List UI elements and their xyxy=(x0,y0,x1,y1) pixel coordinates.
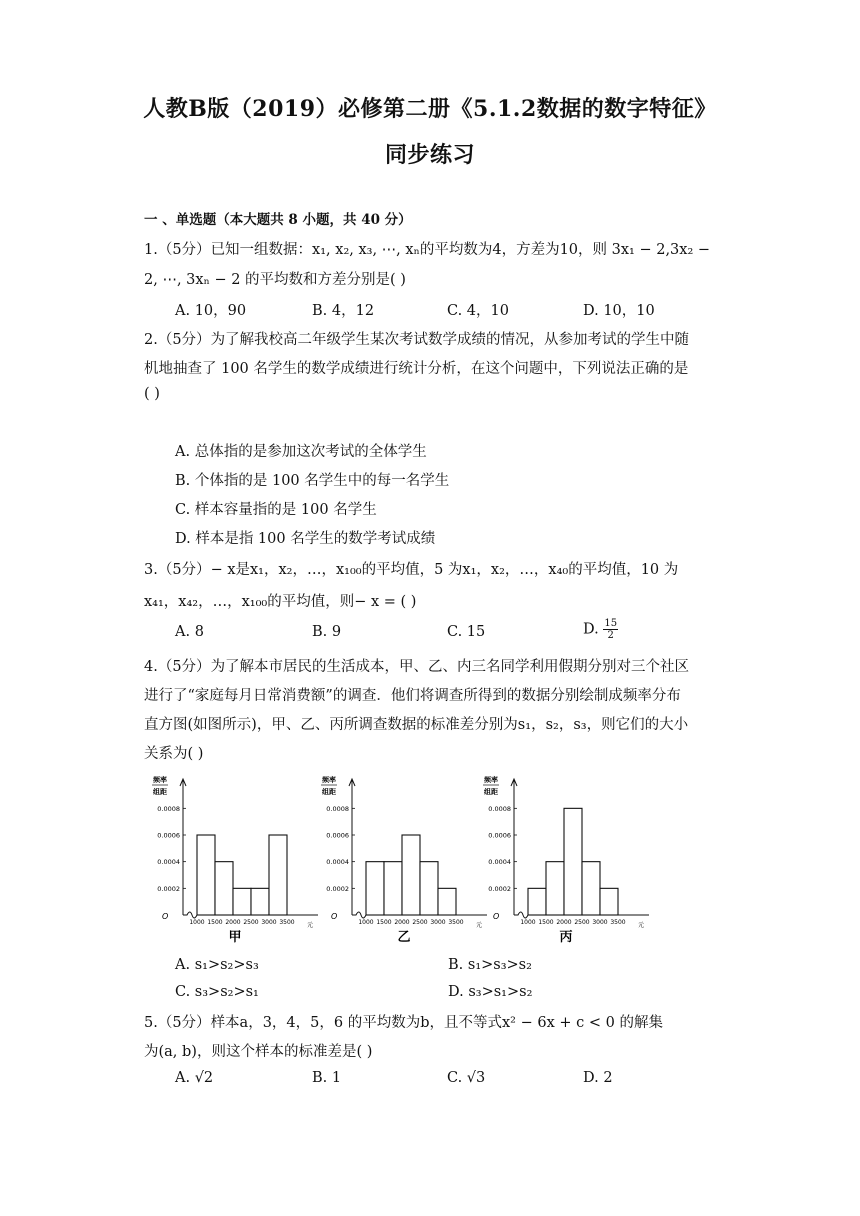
x-tick-label: 3000 xyxy=(430,919,446,926)
section-title: 一 、单选题（本大题共 8 小题，共 40 分） xyxy=(144,212,412,228)
q5-option-c[interactable]: C. √3 xyxy=(447,1070,486,1086)
q2-option-c[interactable]: C. 样本容量指的是 100 名学生 xyxy=(175,502,377,518)
x-tick-label: 1500 xyxy=(207,919,223,926)
x-tick-label: 1500 xyxy=(538,919,554,926)
question-3-line-1 xyxy=(144,558,678,579)
y-tick-label: 0.0008 xyxy=(157,804,180,813)
histogram-bar xyxy=(233,888,251,915)
question-4-text-1: 为了解本市居民的生活成本，甲、乙、内三名同学利用假期分别对三个社区 xyxy=(210,659,690,675)
question-4-line-2: 进行了“家庭每月日常消费额”的调查．他们将调查所得到的数据分别绘制成频率分布 xyxy=(144,688,681,704)
x-tick-label: 2500 xyxy=(574,919,590,926)
fraction xyxy=(603,618,618,641)
x-tick-label: 1000 xyxy=(189,919,205,926)
q2-option-d[interactable]: D. 样本是指 100 名学生的数学考试成绩 xyxy=(175,531,436,547)
question-4-line-1 xyxy=(144,655,689,676)
histogram-bar xyxy=(600,888,618,915)
q5-option-d[interactable]: D. 2 xyxy=(583,1070,613,1086)
question-5-line-2: 为(a, b)，则这个样本的标准差是( ) xyxy=(144,1044,373,1060)
x-tick-label: 3500 xyxy=(448,919,464,926)
y-tick-label: 0.0002 xyxy=(326,884,349,893)
question-4-number: 4.（5分） xyxy=(144,659,211,675)
q1-option-c[interactable]: C. 4，10 xyxy=(447,303,509,319)
q4-option-a[interactable]: A. s₁>s₂>s₃ xyxy=(175,957,259,973)
histogram-bar xyxy=(366,862,384,915)
y-tick-label: 0.0008 xyxy=(326,804,349,813)
q3-option-a[interactable]: A. 8 xyxy=(175,624,204,640)
q1-option-a[interactable]: A. 10，90 xyxy=(175,303,247,319)
q3-option-d[interactable] xyxy=(583,618,618,641)
x-axis-unit: 元 xyxy=(476,922,483,929)
x-tick-label: 2000 xyxy=(556,919,572,926)
question-5-text-1: 样本a，3，4，5，6 的平均数为b，且不等式x² − 6x + c < 0 的解集 xyxy=(210,1015,663,1031)
q5-option-b[interactable]: B. 1 xyxy=(312,1070,342,1086)
y-tick-label: 0.0004 xyxy=(488,858,511,867)
histogram-bar xyxy=(197,835,215,915)
histogram-bar xyxy=(269,835,287,915)
question-2-text-1: 为了解我校高二年级学生某次考试数学成绩的情况，从参加考试的学生中随 xyxy=(210,332,690,348)
x-tick-label: 1000 xyxy=(358,919,374,926)
histogram-bar xyxy=(528,888,546,915)
histogram-bar xyxy=(402,835,420,915)
histogram-bar xyxy=(546,862,564,915)
histogram-bar xyxy=(215,862,233,915)
x-tick-label: 3000 xyxy=(261,919,277,926)
question-4-line-3: 直方图(如图所示)，甲、乙、丙所调查数据的标准差分别为s₁，s₂，s₃，则它们的大小 xyxy=(144,717,689,733)
x-tick-label: 2000 xyxy=(394,919,410,926)
y-tick-label: 0.0006 xyxy=(326,831,349,840)
histogram-bar xyxy=(582,862,600,915)
y-axis-label-bottom: 组距 xyxy=(484,788,498,796)
x-tick-label: 3500 xyxy=(610,919,626,926)
y-axis-label-top: 频率 xyxy=(153,776,167,784)
q3-option-c[interactable]: C. 15 xyxy=(447,624,486,640)
q1-option-d[interactable]: D. 10，10 xyxy=(583,303,655,319)
histogram-bing xyxy=(474,770,654,948)
y-tick-label: 0.0006 xyxy=(488,831,511,840)
y-tick-label: 0.0002 xyxy=(488,884,511,893)
question-3-number: 3.（5分） xyxy=(144,562,211,578)
histogram-bar xyxy=(251,888,269,915)
x-tick-label: 3000 xyxy=(592,919,608,926)
y-tick-label: 0.0008 xyxy=(488,804,511,813)
fraction-denominator: 2 xyxy=(607,630,614,641)
q2-option-a[interactable]: A. 总体指的是参加这次考试的全体学生 xyxy=(175,444,427,460)
y-axis-label-bottom: 组距 xyxy=(322,788,336,796)
x-axis-unit: 元 xyxy=(638,922,645,929)
q3-option-b[interactable]: B. 9 xyxy=(312,624,342,640)
page-title: 人教B版（2019）必修第二册《5.1.2数据的数字特征》 xyxy=(143,96,717,122)
histogram-bar xyxy=(564,808,582,915)
x-tick-label: 1500 xyxy=(376,919,392,926)
y-tick-label: 0.0002 xyxy=(157,884,180,893)
histogram-bar xyxy=(438,888,456,915)
histogram-bar xyxy=(384,862,402,915)
question-5-line-1 xyxy=(144,1011,663,1032)
origin-label: O xyxy=(162,912,169,921)
y-tick-label: 0.0006 xyxy=(157,831,180,840)
histogram-jia xyxy=(143,770,323,948)
x-tick-label: 3500 xyxy=(279,919,295,926)
y-axis-label-top: 频率 xyxy=(484,776,498,784)
x-tick-label: 2500 xyxy=(412,919,428,926)
chart-title: 甲 xyxy=(228,930,242,945)
q3-option-d-label: D. xyxy=(583,621,599,638)
q5-option-a[interactable]: A. √2 xyxy=(175,1070,214,1086)
question-1-number: 1.（5分） xyxy=(144,242,211,258)
question-1-line-2: 2, ⋯, 3xₙ − 2 的平均数和方差分别是( ) xyxy=(144,272,406,288)
chart-title: 乙 xyxy=(397,930,411,945)
x-axis-unit: 元 xyxy=(307,922,314,929)
question-2-line-2: 机地抽查了 100 名学生的数学成绩进行统计分析，在这个问题中，下列说法正确的是 xyxy=(144,361,689,377)
fraction-numerator: 15 xyxy=(604,618,618,629)
question-3-line-2: x₄₁，x₄₂，…，x₁₀₀的平均值，则− x = ( ) xyxy=(144,594,417,610)
page-subtitle: 同步练习 xyxy=(384,142,475,168)
question-5-number: 5.（5分） xyxy=(144,1015,211,1031)
origin-label: O xyxy=(331,912,338,921)
q1-option-b[interactable]: B. 4，12 xyxy=(312,303,375,319)
question-3-text-1: − x是x₁，x₂，…，x₁₀₀的平均值，5 为x₁，x₂，…，x₄₀的平均值，10 为 xyxy=(210,562,679,578)
histogram-yi xyxy=(312,770,492,948)
question-2-line-3: ( ) xyxy=(144,386,160,402)
y-axis-label-top: 频率 xyxy=(322,776,336,784)
q2-option-b[interactable]: B. 个体指的是 100 名学生中的每一名学生 xyxy=(175,473,450,489)
q4-option-d[interactable]: D. s₃>s₁>s₂ xyxy=(448,984,533,1000)
x-tick-label: 2000 xyxy=(225,919,241,926)
y-axis-label-bottom: 组距 xyxy=(153,788,167,796)
q4-option-b[interactable]: B. s₁>s₃>s₂ xyxy=(448,957,532,973)
y-tick-label: 0.0004 xyxy=(326,858,349,867)
question-1-text-1: 已知一组数据：x₁, x₂, x₃, ⋯, xₙ的平均数为4，方差为10，则 3x₁ − 2,3x₂ − xyxy=(210,242,711,258)
question-2-number: 2.（5分） xyxy=(144,332,211,348)
q4-option-c[interactable]: C. s₃>s₂>s₁ xyxy=(175,984,259,1000)
x-tick-label: 1000 xyxy=(520,919,536,926)
histogram-bar xyxy=(420,862,438,915)
chart-title: 丙 xyxy=(559,930,573,945)
question-2-line-1 xyxy=(144,328,689,349)
y-tick-label: 0.0004 xyxy=(157,858,180,867)
question-1-line-1 xyxy=(144,238,710,259)
x-tick-label: 2500 xyxy=(243,919,259,926)
question-4-line-4: 关系为( ) xyxy=(144,746,204,762)
origin-label: O xyxy=(493,912,500,921)
